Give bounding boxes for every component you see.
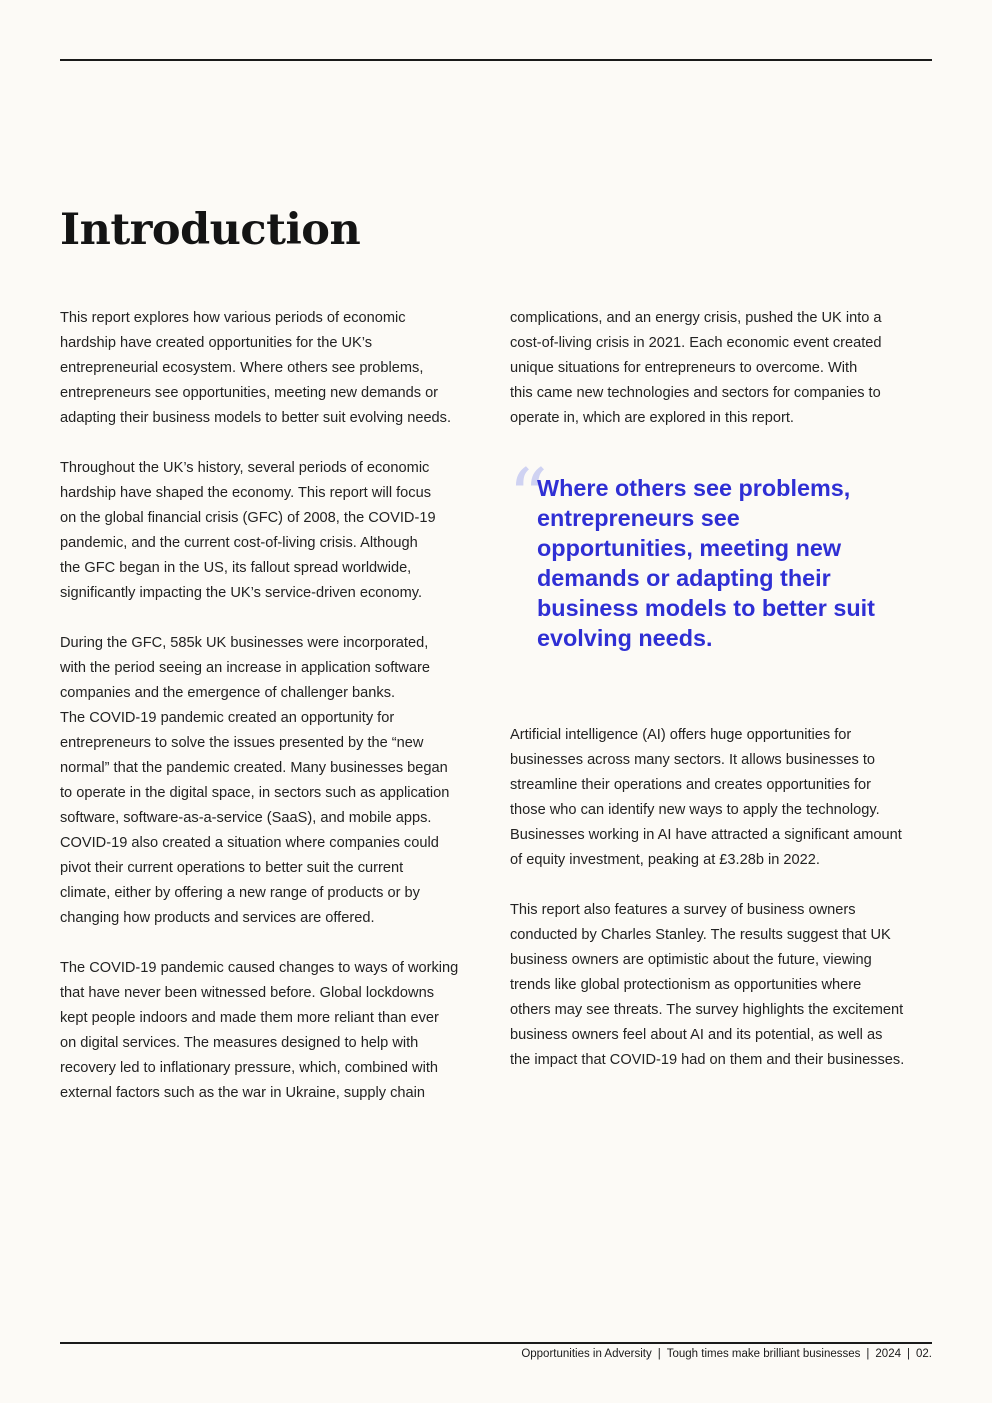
footer-report-name: Opportunities in Adversity xyxy=(521,1348,652,1360)
left-column xyxy=(60,306,485,1106)
footer-year: 2024 xyxy=(875,1348,901,1360)
page-footer xyxy=(521,1348,932,1360)
paragraph-ways-of-working: The COVID-19 pandemic caused changes to ways of working that have never been witnessed before. Global lockdowns kept people indoors and made them more reliant than ever on digital services. The measures designed to help with recovery led to inflationary pressure, which, combined with external factors such as the war in Ukraine, supply chain xyxy=(60,960,459,1101)
paragraph-ai: Artificial intelligence (AI) offers huge opportunities for businesses across many sectors. It allows businesses to streamline their operations and creates opportunities for those who can identify new ways to apply the technology. Businesses working in AI have attracted a significant amount of equity investment, peaking at £3.28b in 2022. xyxy=(510,727,902,868)
page-title: Introduction xyxy=(60,205,361,255)
footer-separator: | xyxy=(907,1348,910,1360)
right-column xyxy=(510,306,934,1073)
paragraph-gfc-covid: During the GFC, 585k UK businesses were incorporated, with the period seeing an increase in application software companies and the emergence of challenger banks. The COVID-19 pandemic created an opportunity for entrepreneurs to solve the issues presented by the “new normal” that the pandemic created. Many businesses began to operate in the digital space, in sectors such as application software, software-as-a-service (SaaS), and mobile apps. COVID-19 also created a situation where companies could pivot their current operations to better suit the current climate, either by offering a new range of products or by changing how products and services are offered. xyxy=(60,635,450,926)
paragraph-intro: This report explores how various periods of economic hardship have created opportunities for the UK’s entrepreneurial ecosystem. Where others see problems, entrepreneurs see opportunities, meeting new demands or adapting their business models to better suit evolving needs. xyxy=(60,310,452,426)
quote-mark-icon: “ xyxy=(508,453,548,543)
bottom-rule xyxy=(60,1342,932,1344)
top-rule xyxy=(60,59,932,61)
pull-quote-text: Where others see problems, entrepreneurs see opportunities, meeting new demands or adapting their business models to better suit evolving needs. xyxy=(537,475,875,651)
paragraph-continuation: complications, and an energy crisis, pushed the UK into a cost-of-living crisis in 2021. Each economic event created unique situations for entrepreneurs to overcome. With this came new technologies and sectors for companies to operate in, which are explored in this report. xyxy=(510,310,882,426)
footer-separator: | xyxy=(657,1348,661,1360)
paragraph-history: Throughout the UK’s history, several periods of economic hardship have shaped the economy. This report will focus on the global financial crisis (GFC) of 2008, the COVID-19 pandemic, and the current cost-of-living crisis. Although the GFC began in the US, its fallout spread worldwide, significantly impacting the UK’s service-driven economy. xyxy=(60,460,436,601)
footer-tagline: Tough times make brilliant businesses xyxy=(666,1348,861,1360)
paragraph-survey: This report also features a survey of business owners conducted by Charles Stanley. The results suggest that UK business owners are optimistic about the future, viewing trends like global protectionism as opportunities where others may see threats. The survey highlights the excitement business owners feel about AI and its potential, as well as the impact that COVID-19 had on them and their businesses. xyxy=(510,902,905,1068)
pull-quote xyxy=(508,453,934,683)
footer-separator: | xyxy=(866,1348,870,1360)
page-number: 02. xyxy=(916,1348,932,1360)
